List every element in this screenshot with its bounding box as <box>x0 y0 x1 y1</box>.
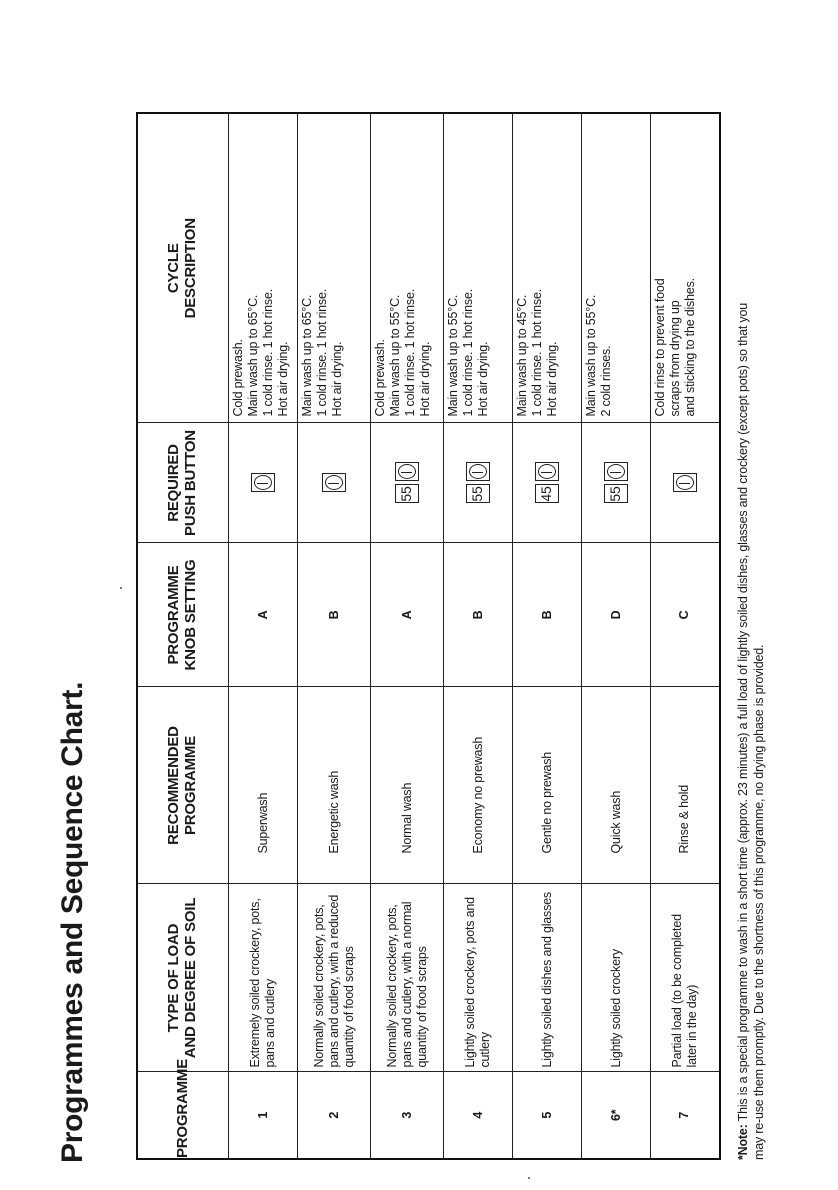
knob-setting: A <box>371 543 444 687</box>
cycle-line: Hot air drying. <box>545 341 559 417</box>
cycle-line: Cold rinse to prevent food <box>653 278 667 417</box>
cycle-line: and sticking to the dishes. <box>683 278 697 417</box>
programme-number: 2 <box>298 1072 371 1159</box>
programme-number: 4 <box>444 1072 513 1159</box>
load-description: Lightly soiled dishes and glasses <box>513 884 582 1072</box>
knob-setting: B <box>298 543 371 687</box>
cycle-line: 1 cold rinse. 1 hot rinse. <box>315 288 329 417</box>
cycle-line: Hot air drying. <box>276 341 290 417</box>
load-description: Lightly soiled crockery, pots and cutlery <box>444 884 513 1072</box>
power-button-icon <box>535 463 559 482</box>
note-line-2: may re-use them promptly. Due to the shortness of this programme, no drying phase is provided. <box>751 644 766 1160</box>
power-button-icon <box>395 463 419 482</box>
chart-table-wrapper <box>136 114 711 1160</box>
table-row <box>582 113 651 1159</box>
temperature-button: 55 <box>604 485 628 504</box>
header-push: REQUIRED PUSH BUTTON <box>137 423 229 543</box>
power-button-icon <box>322 474 346 493</box>
cycle-line: Main wash up to 65°C. <box>246 294 260 417</box>
recommended-programme: Energetic wash <box>298 687 371 884</box>
knob-setting: D <box>582 543 651 687</box>
on-off-symbol-icon <box>254 476 272 491</box>
footnote <box>736 120 767 1160</box>
table-row <box>444 113 513 1159</box>
cycle-description <box>298 113 371 423</box>
cycle-description <box>371 113 444 423</box>
cycle-line: Main wash up to 55°C. <box>388 294 402 417</box>
cycle-description <box>651 113 720 423</box>
cycle-line: 1 cold rinse. 1 hot rinse. <box>530 288 544 417</box>
on-off-symbol-icon <box>469 465 487 480</box>
push-button-cell <box>371 423 444 543</box>
programme-number: 1 <box>229 1072 298 1159</box>
cycle-line: Hot air drying. <box>418 341 432 417</box>
header-type-of-load: TYPE OF LOAD AND DEGREE OF SOIL <box>137 884 229 1072</box>
temperature-button: 45 <box>535 485 559 504</box>
power-button-icon <box>604 463 628 482</box>
cycle-line: Cold prewash. <box>231 339 245 417</box>
recommended-programme: Quick wash <box>582 687 651 884</box>
load-description: Normally soiled crockery, pots, pans and cutlery, with a reduced quantity of food scraps <box>298 884 371 1072</box>
header-knob: PROGRAMME KNOB SETTING <box>137 543 229 687</box>
header-programme: PROGRAMME <box>137 1072 229 1159</box>
note-line-1: This is a special programme to wash in a short time (approx. 23 minutes) a full load of lightly soiled dishes, glasses and crockery (except pots) so that you <box>736 303 750 1122</box>
push-button-cell <box>298 423 371 543</box>
push-button-cell <box>513 423 582 543</box>
temperature-button: 55 <box>466 485 490 504</box>
load-description: Lightly soiled crockery <box>582 884 651 1072</box>
recommended-programme: Economy no prewash <box>444 687 513 884</box>
on-off-symbol-icon <box>398 465 416 480</box>
push-button-cell <box>229 423 298 543</box>
knob-setting: B <box>444 543 513 687</box>
cycle-line: 1 cold rinse. 1 hot rinse. <box>261 288 275 417</box>
push-button-cell <box>651 423 720 543</box>
knob-setting: C <box>651 543 720 687</box>
cycle-line: Main wash up to 55°C. <box>446 294 460 417</box>
cycle-line: scraps from drying up <box>668 300 682 417</box>
cycle-line: Hot air drying. <box>476 341 490 417</box>
power-button-icon <box>251 474 275 493</box>
on-off-symbol-icon <box>325 476 343 491</box>
recommended-programme: Gentle no prewash <box>513 687 582 884</box>
cycle-description <box>444 113 513 423</box>
cycle-line: 1 cold rinse. 1 hot rinse. <box>403 288 417 417</box>
knob-setting: B <box>513 543 582 687</box>
programmes-table <box>136 112 721 1160</box>
table-row <box>513 113 582 1159</box>
note-label: *Note: <box>736 1124 750 1160</box>
scan-speck <box>120 587 122 589</box>
recommended-programme: Normal wash <box>371 687 444 884</box>
on-off-symbol-icon <box>538 465 556 480</box>
cycle-line: Main wash up to 55°C. <box>584 294 598 417</box>
temperature-button: 55 <box>395 485 419 504</box>
header-recommended: RECOMMENDED PROGRAMME <box>137 687 229 884</box>
on-off-symbol-icon <box>676 476 694 491</box>
recommended-programme: Rinse & hold <box>651 687 720 884</box>
cycle-description <box>513 113 582 423</box>
programme-number: 3 <box>371 1072 444 1159</box>
push-button-cell <box>582 423 651 543</box>
table-row <box>298 113 371 1159</box>
programme-number: 5 <box>513 1072 582 1159</box>
cycle-line: Hot air drying. <box>330 341 344 417</box>
cycle-description <box>582 113 651 423</box>
push-button-cell <box>444 423 513 543</box>
cycle-line: Cold prewash. <box>373 339 387 417</box>
header-row <box>137 113 229 1159</box>
load-description: Normally soiled crockery, pots, pans and cutlery, with a normal quantity of food scraps <box>371 884 444 1072</box>
scan-speck <box>528 1177 530 1179</box>
table-row <box>651 113 720 1159</box>
page-title: Programmes and Sequence Chart. <box>56 681 89 1163</box>
on-off-symbol-icon <box>607 465 625 480</box>
cycle-line: 2 cold rinses. <box>599 345 613 417</box>
table-row <box>371 113 444 1159</box>
cycle-line: Main wash up to 65°C. <box>300 294 314 417</box>
cycle-line: Main wash up to 45°C. <box>515 294 529 417</box>
load-description: Partial load (to be completed later in the day) <box>651 884 720 1072</box>
table-row <box>229 113 298 1159</box>
power-button-icon <box>466 463 490 482</box>
programme-number: 6* <box>582 1072 651 1159</box>
cycle-line: 1 cold rinse. 1 hot rinse. <box>461 288 475 417</box>
cycle-description <box>229 113 298 423</box>
header-cycle: CYCLE DESCRIPTION <box>137 113 229 423</box>
recommended-programme: Superwash <box>229 687 298 884</box>
power-button-icon <box>673 474 697 493</box>
programme-number: 7 <box>651 1072 720 1159</box>
knob-setting: A <box>229 543 298 687</box>
load-description: Extremely soiled crockery, pots, pans and cutlery <box>229 884 298 1072</box>
